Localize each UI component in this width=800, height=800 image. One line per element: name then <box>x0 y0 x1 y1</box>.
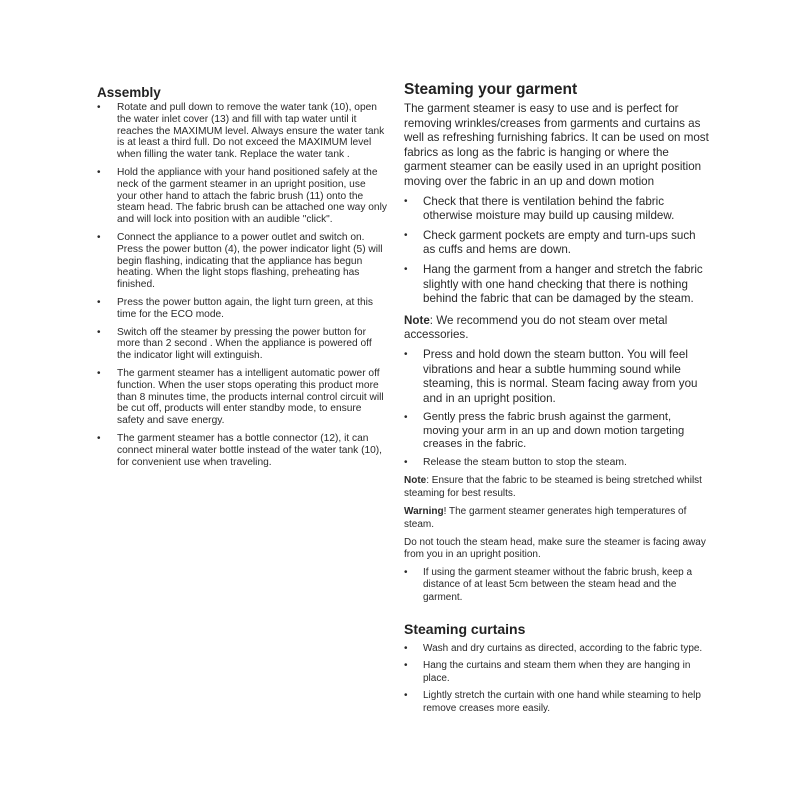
list-item: • Switch off the steamer by pressing the power button for more than 2 second . When the appliance is powered off the indicator light will extinguish. <box>97 326 372 362</box>
bullet-icon: • <box>404 195 408 207</box>
bullet-icon: • <box>404 642 408 654</box>
bullet-icon: • <box>404 229 408 241</box>
curtains-heading: Steaming curtains <box>404 620 526 637</box>
bullet-icon: • <box>97 166 101 178</box>
assembly-column <box>97 84 387 474</box>
no-brush-list <box>404 567 709 604</box>
steaming-heading: Steaming your garment <box>404 81 578 98</box>
bullet-icon: • <box>404 660 408 672</box>
curtains-list <box>404 643 709 715</box>
list-item: • Rotate and pull down to remove the water tank (10), open the water inlet cover (13) and fill with tap water until it reaches the MAXIMUM level. Always ensure the water tank is at least a third full. Do not exceed the MAXIMUM level when filling the water tank. Replace the water tank . <box>97 102 385 161</box>
list-item: • The garment steamer has a bottle connector (12), it can connect mineral water bottle instead of the water tank (10), for convenient use when traveling. <box>97 432 383 468</box>
list-item: • Connect the appliance to a power outlet and switch on. Press the power button (4), the power indicator light (5) will begin flashing, indicating that the appliance has begun heating. When the light stops flashing, preheating has finished. <box>97 231 383 291</box>
bullet-icon: • <box>97 432 101 444</box>
list-item: • Hold the appliance with your hand positioned safely at the neck of the garment steamer in an upright position, use your other hand to attach the fabric brush (11) onto the steam head. The fabric brush can be attached one way only and will lock into position with an audible "click". <box>97 166 387 226</box>
stretch-note: Note: Ensure that the fabric to be steamed is being stretched whilst steaming for best results. <box>404 475 702 499</box>
list-item: • Hang the garment from a hanger and stretch the fabric slightly with one hand checking that there is nothing behind the fabric that can be damaged by the steam. <box>404 262 703 306</box>
assembly-list <box>97 102 387 468</box>
action-list-continued <box>404 411 709 469</box>
assembly-heading: Assembly <box>97 85 161 100</box>
list-item: • Hang the curtains and steam them when they are hanging in place. <box>404 660 691 684</box>
list-item: • Release the steam button to stop the steam. <box>404 456 627 468</box>
bullet-icon: • <box>404 412 408 424</box>
list-item: • Check garment pockets are empty and turn-ups such as cuffs and hems are down. <box>404 228 696 257</box>
bullet-icon: • <box>404 690 408 702</box>
list-item: • The garment steamer has a intelligent automatic power off function. When the user stops operating this product more than 8 minutes time, the products internal control circuit will be cut off, products will enter standby mode, to ensure safety and save energy. <box>97 367 384 427</box>
steaming-intro: The garment steamer is easy to use and is perfect for removing wrinkles/creases from garments and curtains as well as refreshing furnishing fabrics. It can be used on most fabrics as long as the fabric is hanging or where the garment steamer can be easily used in an upright position moving over the fabric in an up and down motion <box>404 102 709 188</box>
steaming-column <box>404 80 709 715</box>
bullet-icon: • <box>404 348 408 360</box>
bullet-icon: • <box>404 566 408 578</box>
list-item: • If using the garment steamer without the fabric brush, keep a distance of at least 5cm between the steam head and the garment. <box>404 566 693 603</box>
bullet-icon: • <box>404 263 408 275</box>
bullet-icon: • <box>97 102 101 113</box>
list-item: • Press and hold down the steam button. You will feel vibrations and hear a subtle humming sound while steaming, this is normal. Steam facing away from you and in an upright position. <box>404 347 698 405</box>
list-item: • Wash and dry curtains as directed, according to the fabric type. <box>404 642 703 654</box>
warning-note: Warning! The garment steamer generates high temperatures of steam. <box>404 506 687 530</box>
action-list <box>404 348 709 406</box>
bullet-icon: • <box>97 326 101 338</box>
metal-note: Note: We recommend you do not steam over metal accessories. <box>404 313 668 342</box>
bullet-icon: • <box>404 456 408 468</box>
bullet-icon: • <box>97 231 101 243</box>
check-list <box>404 195 709 307</box>
list-item: • Lightly stretch the curtain with one hand while steaming to help remove creases more easily. <box>404 690 701 714</box>
list-item: • Gently press the fabric brush against the garment, moving your arm in an up and down motion targeting creases in the fabric. <box>404 411 685 451</box>
list-item: • Press the power button again, the light turn green, at this time for the ECO mode. <box>97 296 373 320</box>
list-item: • Check that there is ventilation behind the fabric otherwise moisture may build up causing mildew. <box>404 194 675 223</box>
bullet-icon: • <box>97 367 101 379</box>
caution-text: Do not touch the steam head, make sure the steamer is facing away from you in an upright position. <box>404 536 706 561</box>
bullet-icon: • <box>97 296 101 308</box>
